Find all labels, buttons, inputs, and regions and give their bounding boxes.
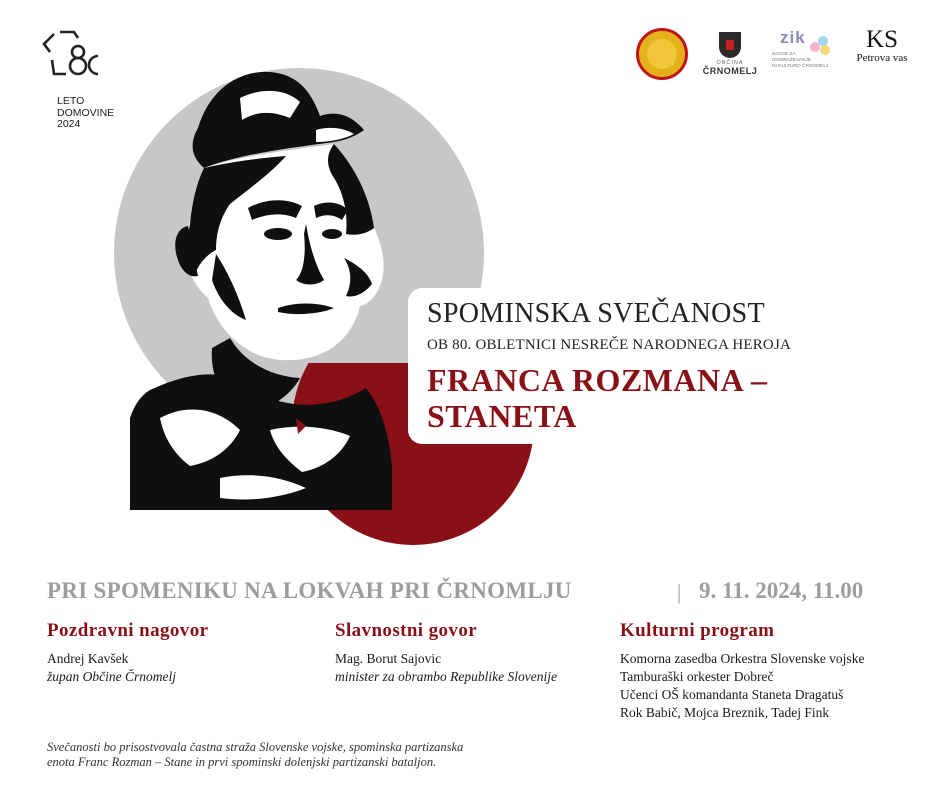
coat-of-arms-icon xyxy=(719,32,741,58)
culture-item: Tamburaški orkester Dobreč xyxy=(620,669,774,684)
location-separator: | xyxy=(677,580,682,604)
greeting-speaker-role: župan Občine Črnomelj xyxy=(47,669,176,684)
veterans-association-logo xyxy=(636,28,688,80)
zik-name: zik xyxy=(780,28,806,47)
greeting-speaker-name: Andrej Kavšek xyxy=(47,651,129,666)
ks-title: KS xyxy=(866,26,898,53)
zik-dots-icon xyxy=(810,36,832,56)
footer-line: enota Franc Rozman – Stane in prvi spominski dolenjski partizanski bataljon. xyxy=(47,755,437,769)
zik-sub-line: ZAVOD ZA IZOBRAŽEVANJE xyxy=(772,52,812,63)
culture-item: Komorna zasedba Orkestra Slovenske vojske xyxy=(620,651,865,666)
footer-line: Svečanosti bo prisostvovala častna straža Slovenske vojske, spominska partizanska xyxy=(47,740,464,754)
crnomelj-name: ČRNOMELJ xyxy=(702,66,758,76)
culture-heading: Kulturni program xyxy=(620,620,775,641)
culture-item: Rok Babič, Mojca Breznik, Tadej Fink xyxy=(620,705,830,720)
speech-speaker-name: Mag. Borut Sajovic xyxy=(335,651,442,666)
footer-note xyxy=(47,740,567,770)
speech-heading: Slavnostni govor xyxy=(335,620,478,641)
culture-item: Učenci OŠ komandanta Staneta Dragatuš xyxy=(620,687,844,702)
obcina-crnomelj-logo xyxy=(700,28,760,84)
ks-subtitle: Petrova vas xyxy=(856,52,908,64)
hero-name-line1: FRANCA ROZMANA – xyxy=(427,362,768,398)
ks-petrova-vas-logo xyxy=(852,28,912,64)
speech-speaker-role: minister za obrambo Republike Slovenije xyxy=(335,669,557,684)
event-location: PRI SPOMENIKU NA LOKVAH PRI ČRNOMLJU xyxy=(47,578,572,603)
leto-domovine-text xyxy=(57,96,114,131)
event-datetime: 9. 11. 2024, 11.00 xyxy=(699,578,864,603)
logo-line: LETO xyxy=(57,95,85,107)
zik-sub-line: IN KULTURO ČRNOMELJ xyxy=(772,64,829,69)
greeting-heading: Pozdravni nagovor xyxy=(47,620,209,641)
hero-name-line2: STANETA xyxy=(427,398,577,434)
zik-logo xyxy=(772,28,834,84)
event-title: SPOMINSKA SVEČANOST xyxy=(427,298,765,329)
logo-line: DOMOVINE xyxy=(57,106,115,119)
leto-domovine-logo xyxy=(40,30,106,82)
hero-portrait-illustration xyxy=(120,58,440,510)
crnomelj-small-text: OBČINA xyxy=(716,60,744,66)
logo-line: 2024 xyxy=(57,118,81,130)
event-subtitle: OB 80. OBLETNICI NESREČE NARODNEGA HEROJA xyxy=(427,337,792,353)
